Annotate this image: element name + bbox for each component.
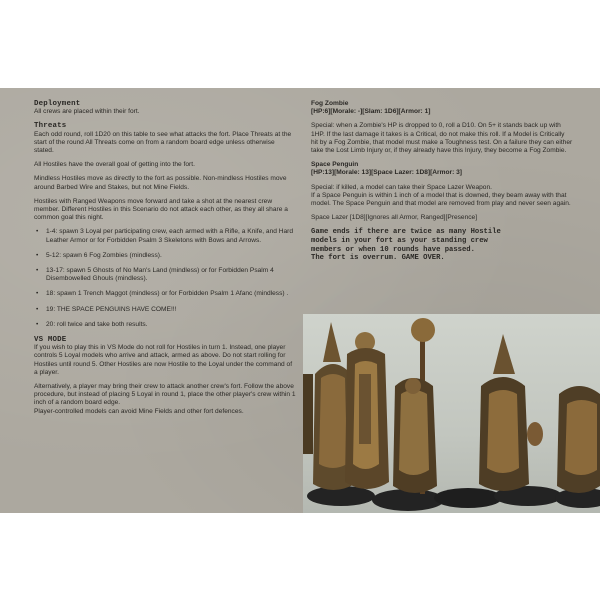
list-item: • 5-12: spawn 6 Fog Zombies (mindless). (34, 252, 296, 260)
list-item: • 1-4: spawn 3 Loyal per participating crew, each armed with a Rifle, a Knife, and Hard Leather Armor or for Forbidden Psalm 3 Skeletons with Bows and Arrows. (34, 228, 296, 244)
deployment-text: All crews are placed within their fort. (34, 108, 140, 116)
game-over-text (311, 228, 573, 262)
mindless-text: Mindless Hostiles move as directly to the fort as possible. Non-mindless Hostiles move around Barbed Wire and Stakes, but not Mine Fields. (34, 175, 287, 191)
miniature-base (434, 488, 502, 508)
game-over-line: members or when 10 rounds have passed. (311, 245, 475, 254)
goal-text: All Hostiles have the overall goal of getting into the fort. (34, 161, 195, 169)
miniature-base (372, 489, 444, 511)
miniature-figure (393, 318, 437, 494)
miniature-figure (345, 332, 389, 489)
ranged-text: Hostiles with Ranged Weapons move forward and take a shot at the nearest crew member. Different Hostiles in this Scenario do not attack each other, as they all share a common goal this night. (34, 197, 288, 222)
vs-mode-heading: VS MODE (34, 336, 67, 345)
list-item: • 13-17: spawn 5 Ghosts of No Man's Land (mindless) or for Forbidden Psalm 4 Disembowelled Ghouls (mindless). (34, 267, 296, 283)
miniatures-illustration (303, 314, 600, 513)
space-penguin-stats: [HP:13][Morale: 13][Space Lazer: 1D8][Armor: 3] (311, 169, 462, 177)
threat-table (34, 228, 296, 329)
rulebook-page (0, 88, 600, 513)
deployment-heading: Deployment (34, 100, 81, 108)
fog-zombie-special: Special: when a Zombie's HP is dropped to 0, roll a D10. On 5+ it stands back up with 1HP. If the last damage it takes is a Critical, do not make this roll. If a Model is Critically hit by a Fog Zombie, that model must make a Toughness test. On a failure they can either take the Lost Limb Injury or, if they already have this Injury, they become a Fog Zombie. (311, 122, 573, 155)
space-penguin-special: Special: if killed, a model can take their Space Lazer Weapon. (311, 183, 492, 191)
player-controlled-text: Player-controlled models can avoid Mine Fields and other fort defences. (34, 407, 244, 415)
fog-zombie-title: Fog Zombie (311, 100, 349, 107)
miniatures-photo (303, 314, 600, 513)
game-over-line: models in your fort as your standing crew (311, 237, 488, 246)
threats-heading: Threats (34, 122, 67, 131)
game-over-line: The fort is overrum. GAME OVER. (311, 254, 445, 263)
vs-mode-text: If you wish to play this in VS Mode do not roll for Hostiles in turn 1. Instead, one player controls 5 Loyal models who arrive and attack, armed as above. Do not start rolling for Hostiles until round 5. Other Hostiles are now Hostile to the Loyal under the command of a player. (34, 344, 293, 376)
left-column (34, 100, 296, 422)
fog-zombie-stats: [HP:6][Morale: -][Slam: 1D6][Armor: 1] (311, 108, 431, 116)
miniature-figure (557, 386, 600, 493)
list-item: • 20: roll twice and take both results. (34, 321, 296, 329)
list-item: • 19: THE SPACE PENGUINS HAVE COME!!! (34, 306, 296, 314)
right-column (311, 100, 573, 263)
game-over-line: Game ends if there are twice as many Hostile (311, 228, 501, 237)
space-penguin-beam: If a Space Penguin is within 1 inch of a model that is downed, they beam away with that model. The Space Penguin and that model are removed from play and never seen again. (311, 191, 571, 208)
alternative-text: Alternatively, a player may bring their crew to attack another crew's fort. Follow the above procedure, but instead of placing 5 Loyal in round 1, place the other player's crew within 1 inch of a random board edge. (34, 383, 296, 407)
miniature-figure (479, 334, 543, 491)
threats-text: Each odd round, roll 1D20 on this table to see what attacks the fort. Place Threats at the start of the round All Threats come on from a random board edge unless otherwise stated. (34, 130, 292, 155)
space-lazer-text: Space Lazer [1D8][Ignores all Armor, Ranged][Presence] (311, 214, 478, 222)
list-item: • 18: spawn 1 Trench Maggot (mindless) or for Forbidden Psalm 1 Afanc (mindless) . (34, 290, 296, 298)
space-penguin-title: Space Penguin (311, 161, 359, 169)
